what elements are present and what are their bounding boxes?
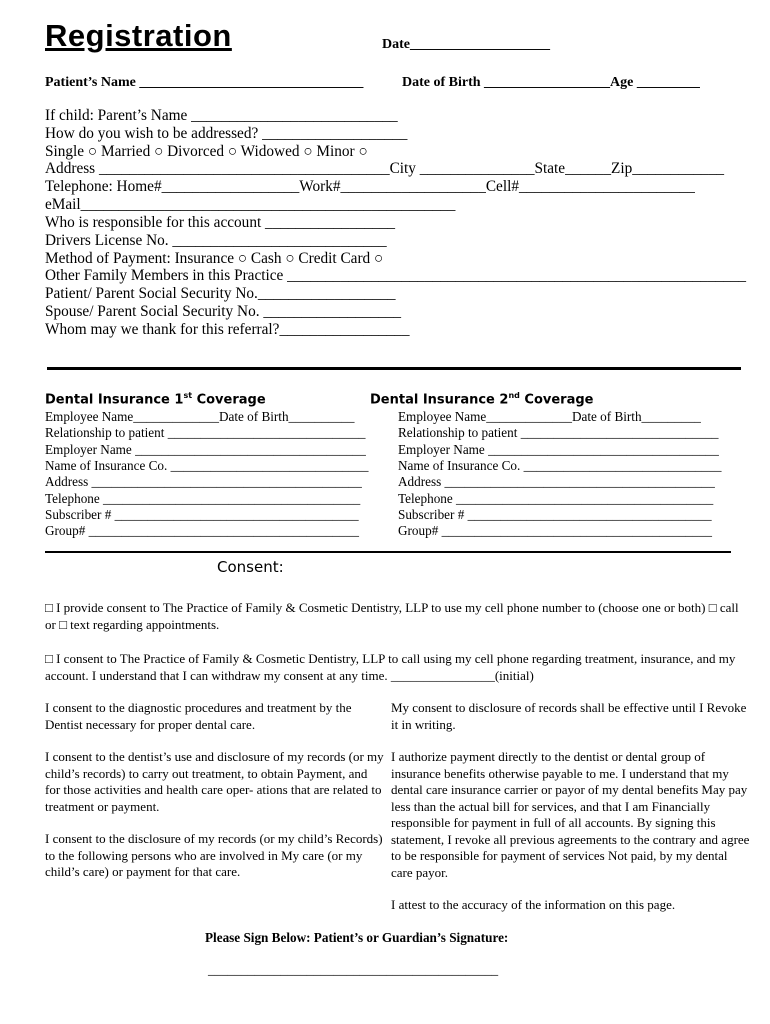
payment-authorization-text: I authorize payment directly to the dentist or dental group of insurance benefits otherwise payable to me. I understand that my dental care insurance carrier or payor of my dental benefits May pay less than the actual bill for services, and that I am Financially responsible for payment in full of all accounts. By signing this statement, I revoke all previous agreements to the contrary and agree to be responsible for payment of services Not paid, by my dental care payor. bbox=[391, 749, 750, 880]
call-consent[interactable]: □ I consent to The Practice of Family & Cosmetic Dentistry, LLP to call using my cell phone regarding treatment, insurance, and my account. I understand that I can withdraw my consent at any time. ________________(initial) bbox=[45, 651, 736, 683]
primary-address-field[interactable]: Address _________________________________________ bbox=[45, 474, 362, 489]
consent-heading: Consent: bbox=[217, 558, 284, 576]
patient-ssn-field[interactable]: Patient/ Parent Social Security No.__________________ bbox=[45, 285, 396, 302]
date-field[interactable]: Date____________________ bbox=[382, 37, 550, 52]
signature-line[interactable]: ____________________________________________ bbox=[208, 962, 499, 977]
primary-employer-field[interactable]: Employer Name ___________________________________ bbox=[45, 442, 366, 457]
marital-status-options[interactable]: Single ○ Married ○ Divorced ○ Widowed ○ Minor ○ bbox=[45, 143, 368, 160]
address-field[interactable]: Address ______________________________________City _______________State______Zip____________ bbox=[45, 160, 725, 177]
records-use-consent: I consent to the dentist’s use and disclosure of my records (or my child’s records) to carry out treatment, to obtain Payment, and for those activities and health care oper- ations that are related to treatment or payment. bbox=[45, 749, 384, 814]
responsible-party-field[interactable]: Who is responsible for this account _________________ bbox=[45, 214, 396, 231]
secondary-telephone-field[interactable]: Telephone _______________________________________ bbox=[398, 491, 714, 506]
diagnostic-consent: I consent to the diagnostic procedures and treatment by the Dentist necessary for proper dental care. bbox=[45, 700, 352, 732]
primary-subscriber-field[interactable]: Subscriber # _____________________________________ bbox=[45, 507, 359, 522]
primary-group-field[interactable]: Group# _________________________________________ bbox=[45, 523, 359, 538]
patient-name-field[interactable]: Patient’s Name ________________________________ bbox=[45, 75, 364, 90]
signature-prompt: Please Sign Below: Patient’s or Guardian’s Signature: bbox=[205, 930, 509, 945]
secondary-insurance-heading: Dental Insurance 2nd Coverage bbox=[370, 391, 594, 408]
secondary-employee-name-field[interactable]: Employee Name_____________Date of Birth_________ bbox=[398, 409, 701, 424]
telephone-fields[interactable]: Telephone: Home#__________________Work#___________________Cell#_______________________ bbox=[45, 178, 695, 195]
primary-relationship-field[interactable]: Relationship to patient ______________________________ bbox=[45, 425, 366, 440]
secondary-insurance-co-field[interactable]: Name of Insurance Co. ______________________________ bbox=[398, 458, 722, 473]
spouse-ssn-field[interactable]: Spouse/ Parent Social Security No. __________________ bbox=[45, 303, 402, 320]
secondary-employer-field[interactable]: Employer Name ___________________________________ bbox=[398, 442, 719, 457]
parent-name-field[interactable]: If child: Parent’s Name ___________________________ bbox=[45, 107, 398, 124]
referral-field[interactable]: Whom may we thank for this referral?_________________ bbox=[45, 321, 410, 338]
primary-telephone-field[interactable]: Telephone _______________________________________ bbox=[45, 491, 361, 506]
secondary-address-field[interactable]: Address _________________________________________ bbox=[398, 474, 715, 489]
payment-method-options[interactable]: Method of Payment: Insurance ○ Cash ○ Credit Card ○ bbox=[45, 250, 384, 267]
page-title: Registration bbox=[45, 18, 232, 53]
section-divider bbox=[45, 551, 731, 553]
primary-employee-name-field[interactable]: Employee Name_____________Date of Birth__________ bbox=[45, 409, 355, 424]
secondary-group-field[interactable]: Group# _________________________________________ bbox=[398, 523, 712, 538]
records-disclosure-consent: I consent to the disclosure of my records (or my child’s Records) to the following persons who are involved in My care (or my child’s care) or payment for that care. bbox=[45, 831, 383, 879]
address-as-field[interactable]: How do you wish to be addressed? ___________________ bbox=[45, 125, 408, 142]
primary-insurance-heading: Dental Insurance 1st Coverage bbox=[45, 391, 266, 408]
attest-text: I attest to the accuracy of the information on this page. bbox=[391, 897, 676, 912]
cell-phone-consent[interactable]: □ I provide consent to The Practice of Family & Cosmetic Dentistry, LLP to use my cell phone number to (choose one or both) □ call or □ text regarding appointments. bbox=[45, 600, 739, 632]
drivers-license-field[interactable]: Drivers License No. ____________________________ bbox=[45, 232, 387, 249]
family-members-field[interactable]: Other Family Members in this Practice ____________________________________________________________ bbox=[45, 267, 747, 284]
secondary-relationship-field[interactable]: Relationship to patient ______________________________ bbox=[398, 425, 719, 440]
disclosure-effective-text: My consent to disclosure of records shall be effective until I Revoke it in writing. bbox=[391, 700, 747, 732]
section-divider bbox=[47, 367, 741, 370]
secondary-subscriber-field[interactable]: Subscriber # _____________________________________ bbox=[398, 507, 712, 522]
email-field[interactable]: eMail_________________________________________________ bbox=[45, 196, 456, 213]
primary-insurance-co-field[interactable]: Name of Insurance Co. ______________________________ bbox=[45, 458, 369, 473]
dob-age-field[interactable]: Date of Birth __________________Age _________ bbox=[402, 75, 700, 90]
